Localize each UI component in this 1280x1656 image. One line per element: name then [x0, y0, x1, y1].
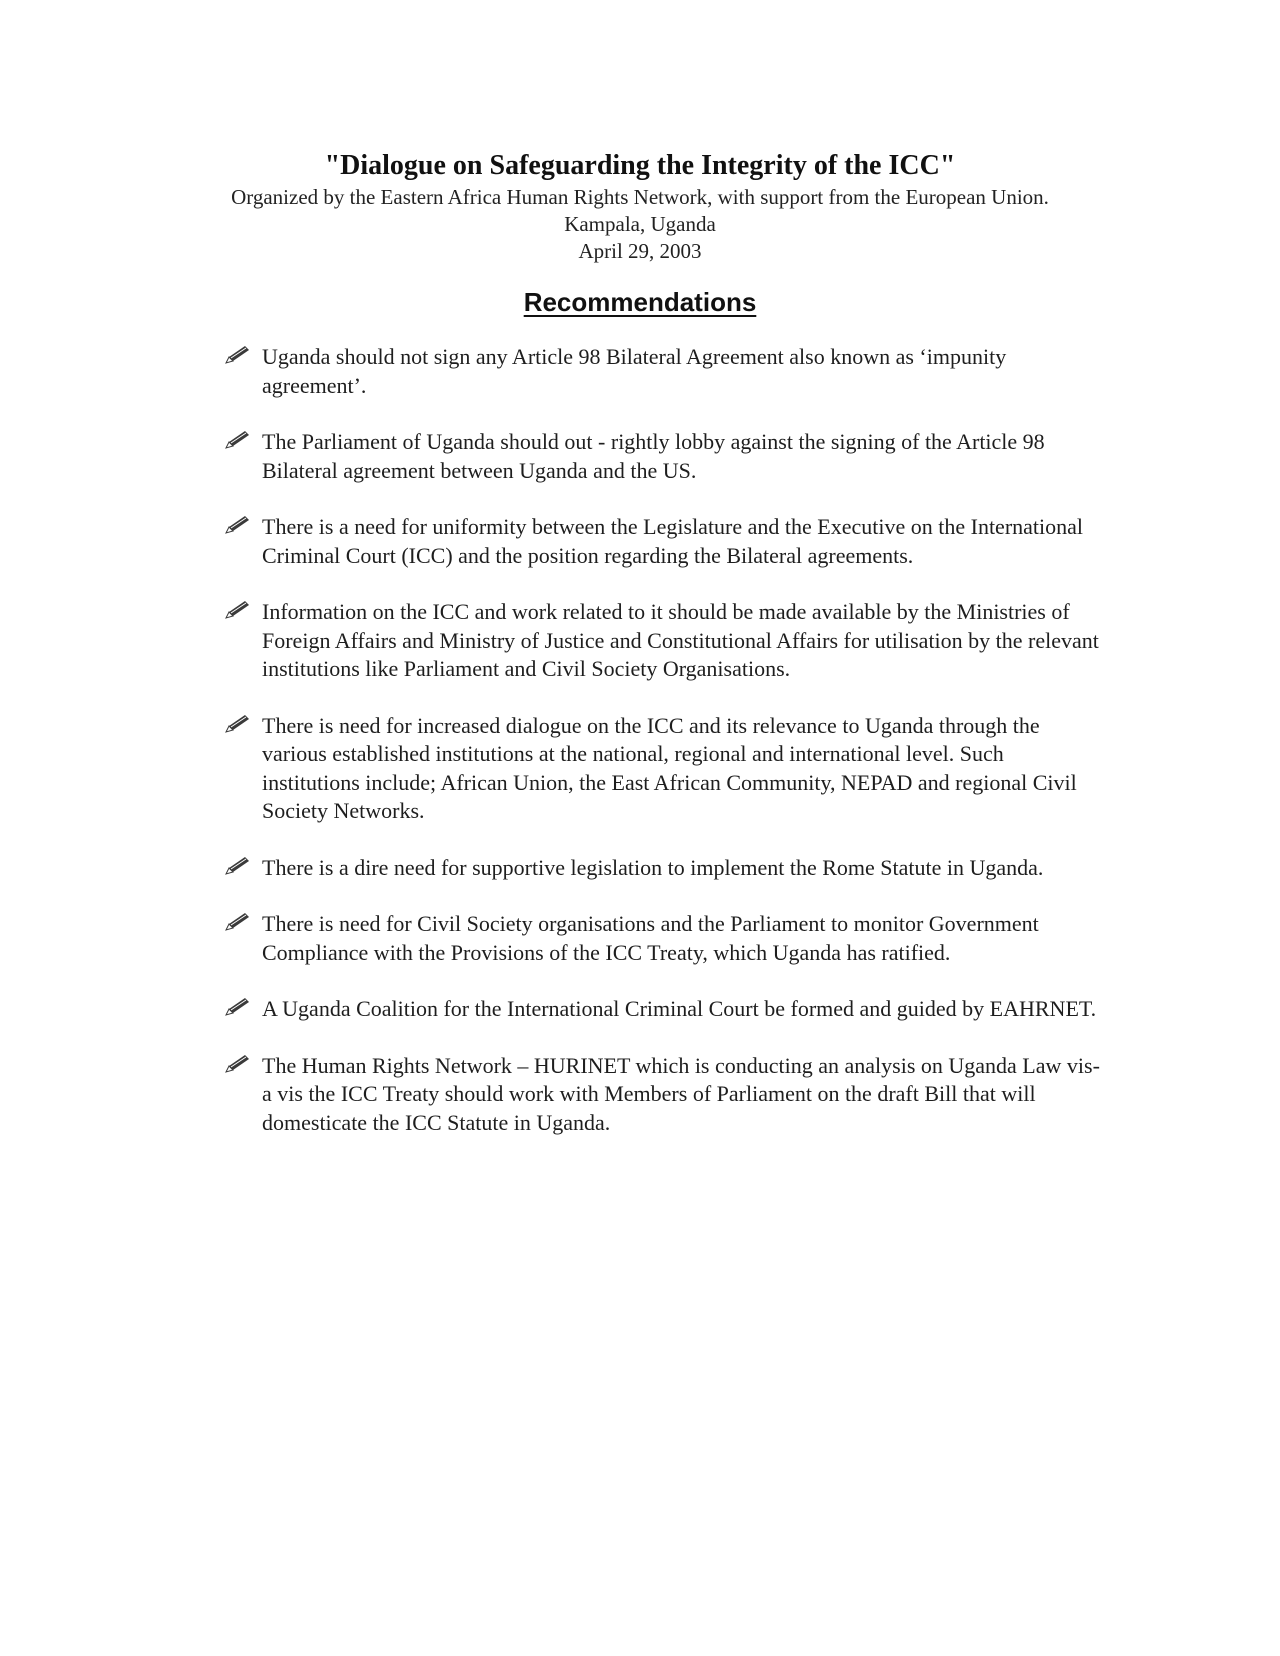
document-location: Kampala, Uganda	[564, 212, 716, 236]
pencil-icon	[224, 997, 250, 1017]
recommendation-text: There is need for Civil Society organisations and the Parliament to monitor Government Compliance with the Provisions of the ICC Treaty, which Uganda has ratified.	[262, 911, 1039, 965]
pencil-icon	[224, 430, 250, 450]
recommendation-text: There is a dire need for supportive legislation to implement the Rome Statute in Uganda.	[262, 854, 1044, 880]
list-item	[222, 513, 1102, 570]
list-item	[222, 712, 1102, 826]
document-title: "Dialogue on Safeguarding the Integrity of the ICC"	[324, 150, 956, 181]
pencil-icon	[224, 1054, 250, 1074]
list-item	[222, 1052, 1102, 1138]
pencil-icon	[224, 345, 250, 365]
list-item	[222, 854, 1102, 883]
list-item	[222, 995, 1102, 1024]
recommendation-text: There is a need for uniformity between the Legislature and the Executive on the International Criminal Court (ICC) and the position regarding the Bilateral agreements.	[262, 514, 1084, 568]
pencil-icon	[224, 515, 250, 535]
recommendation-text: The Human Rights Network – HURINET which is conducting an analysis on Uganda Law vis-a vis the ICC Treaty should work with Members of Parliament on the draft Bill that will domesticate the ICC Statute in Uganda.	[262, 1052, 1100, 1135]
list-item	[222, 910, 1102, 967]
pencil-icon	[224, 714, 250, 734]
recommendation-text: The Parliament of Uganda should out - rightly lobby against the signing of the Article 98 Bilateral agreement between Uganda and the US.	[262, 429, 1045, 483]
pencil-icon	[224, 600, 250, 620]
document-date: April 29, 2003	[578, 239, 702, 263]
list-item	[222, 428, 1102, 485]
pencil-icon	[224, 856, 250, 876]
recommendation-text: Information on the ICC and work related to it should be made available by the Ministries of Foreign Affairs and Ministry of Justice and Constitutional Affairs for utilisation by the relevant institutions like Parliament and Civil Society Organisations.	[262, 599, 1099, 681]
document-header	[0, 148, 1280, 265]
recommendation-text: A Uganda Coalition for the International Criminal Court be formed and guided by EAHRNET.	[262, 996, 1097, 1021]
recommendation-text: There is need for increased dialogue on the ICC and its relevance to Uganda through the various established institutions at the national, regional and international level. Such institutions include; African Union, the East African Community, NEPAD and regional Civil Society Networks.	[262, 712, 1077, 823]
pencil-icon	[224, 912, 250, 932]
list-item	[222, 343, 1102, 400]
section-heading-text: Recommendations	[523, 287, 757, 317]
document-subtitle: Organized by the Eastern Africa Human Rights Network, with support from the European Union.	[231, 185, 1049, 209]
recommendation-text: Uganda should not sign any Article 98 Bilateral Agreement also known as ‘impunity agreement’.	[262, 344, 1007, 398]
list-item	[222, 598, 1102, 684]
recommendation-list	[222, 343, 1102, 1137]
section-heading	[0, 285, 1280, 319]
